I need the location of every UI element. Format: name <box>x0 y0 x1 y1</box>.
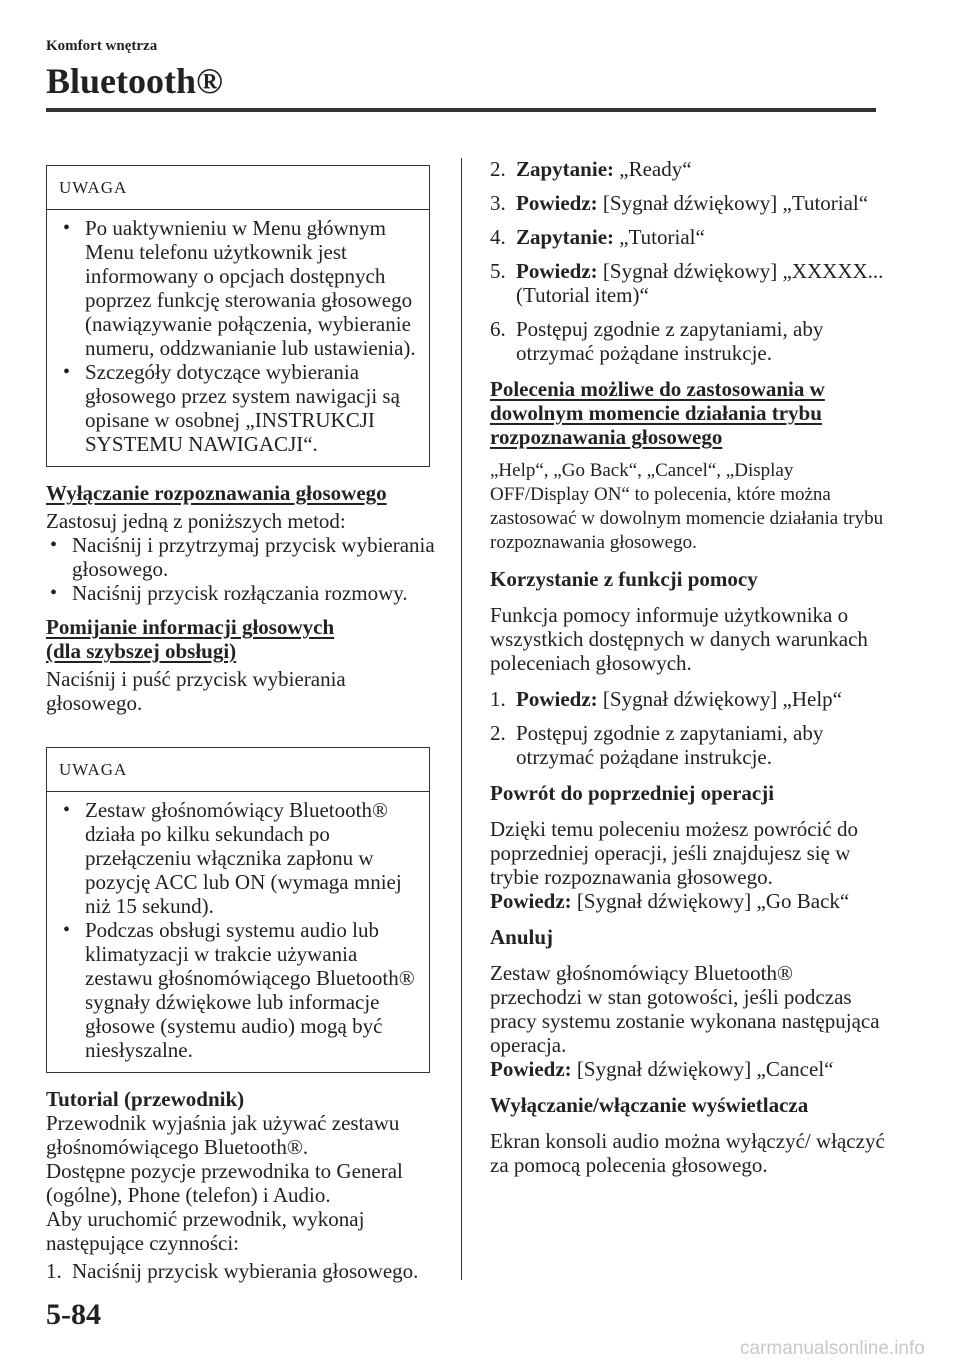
cancel-heading: Anuluj <box>490 925 554 949</box>
page-number: 5-84 <box>46 1298 101 1331</box>
skip-heading-line2: (dla szybszej obsługi) <box>46 639 237 663</box>
note-heading: UWAGA <box>47 166 429 210</box>
note-item: • Po uaktywnieniu w Menu głównym Menu telefonu użytkownik jest informowany o opcjach dostępnych poprzez funkcję sterowania głosowego (nawiązywanie połączenia, wybieranie numeru, oddzwanianie lub ustawienia). <box>59 216 419 360</box>
display-text: Ekran konsoli audio można wyłączyć/ włączyć za pomocą polecenia głosowego. <box>490 1129 885 1177</box>
step-keyword: Powiedz: <box>516 687 598 711</box>
note-item: • Szczegóły dotyczące wybierania głosowego przez system nawigacji są opisane w osobnej „INSTRUKCJI SYSTEMU NAWIGACJI“. <box>59 360 419 456</box>
commands-heading: Polecenia możliwe do zastosowania w dowolnym momencie działania trybu rozpoznawania głosowego <box>490 377 825 449</box>
tutorial-step <box>490 225 890 249</box>
column-divider <box>461 158 462 1280</box>
left-column <box>46 165 436 1283</box>
step-text: Naciśnij przycisk wybierania głosowego. <box>72 1259 419 1283</box>
note-item: • Zestaw głośnomówiący Bluetooth® działa po kilku sekundach po przełączeniu włącznika zapłonu w pozycję ACC lub ON (wymaga mniej niż 15 sekund). <box>59 798 419 918</box>
list-item: • Naciśnij i przytrzymaj przycisk wybierania głosowego. <box>46 533 436 581</box>
title-rule <box>46 108 876 112</box>
section-label: Komfort wnętrza <box>46 38 158 54</box>
tutorial-text-3: Aby uruchomić przewodnik, wykonaj następujące czynności: <box>46 1207 365 1255</box>
step-number: 3. <box>490 191 506 215</box>
step-keyword: Zapytanie: <box>516 157 615 181</box>
step-keyword: Zapytanie: <box>516 225 615 249</box>
tutorial-text-1: Przewodnik wyjaśnia jak używać zestawu głośnomówiącego Bluetooth®. <box>46 1111 400 1159</box>
page-title: Bluetooth® <box>46 61 223 101</box>
disable-voice-intro: Zastosuj jedną z poniższych metod: <box>46 509 346 533</box>
tutorial-step <box>490 157 890 181</box>
disable-voice-list <box>46 533 436 605</box>
commands-text: „Help“, „Go Back“, „Cancel“, „Display OFF/Display ON“ to polecenia, które można zastosować w dowolnym momencie działania trybu rozpoznawania głosowego. <box>490 460 884 553</box>
step-text: Postępuj zgodnie z zapytaniami, aby otrzymać pożądane instrukcje. <box>516 721 824 769</box>
right-column <box>490 157 890 1177</box>
tutorial-heading: Tutorial (przewodnik) <box>46 1087 245 1111</box>
note-item: • Podczas obsługi systemu audio lub klimatyzacji w trakcie używania zestawu głośnomówiącego Bluetooth® sygnały dźwiękowe lub informacje głosowe (systemu audio) mogą być niesłyszalne. <box>59 918 419 1062</box>
list-item: • Naciśnij przycisk rozłączania rozmowy. <box>46 581 436 605</box>
command-keyword: Powiedz: <box>490 1057 572 1081</box>
step-number: 2. <box>490 721 506 745</box>
step-number: 5. <box>490 259 506 283</box>
help-heading: Korzystanie z funkcji pomocy <box>490 567 758 591</box>
go-back-text: Dzięki temu poleceniu możesz powrócić do poprzedniej operacji, jeśli znajdujesz się w trybie rozpoznawania głosowego. <box>490 817 858 889</box>
note-heading: UWAGA <box>47 748 429 792</box>
note-box-1 <box>46 165 430 467</box>
step-text: [Sygnał dźwiękowy] „XXXXX... (Tutorial item)“ <box>516 259 884 307</box>
skip-heading-line1: Pomijanie informacji głosowych <box>46 615 335 639</box>
command-text: [Sygnał dźwiękowy] „Cancel“ <box>571 1057 834 1081</box>
step-text: „Ready“ <box>614 157 692 181</box>
step-keyword: Powiedz: <box>516 259 598 283</box>
note-box-2 <box>46 747 430 1073</box>
go-back-heading: Powrót do poprzedniej operacji <box>490 781 775 805</box>
cancel-text: Zestaw głośnomówiący Bluetooth® przechodzi w stan gotowości, jeśli podczas pracy systemu zostanie wykonana następująca operacja. <box>490 961 880 1057</box>
step-number: 1. <box>46 1259 62 1283</box>
tutorial-step <box>490 259 890 307</box>
step-number: 4. <box>490 225 506 249</box>
tutorial-step <box>490 317 890 365</box>
tutorial-step <box>46 1259 436 1283</box>
command-keyword: Powiedz: <box>490 889 572 913</box>
help-step <box>490 687 890 711</box>
step-text: [Sygnał dźwiękowy] „Help“ <box>597 687 842 711</box>
disable-voice-heading: Wyłączanie rozpoznawania głosowego <box>46 481 387 505</box>
step-number: 2. <box>490 157 506 181</box>
step-text: [Sygnał dźwiękowy] „Tutorial“ <box>597 191 869 215</box>
cancel-command <box>490 1057 890 1081</box>
help-step <box>490 721 890 769</box>
command-text: [Sygnał dźwiękowy] „Go Back“ <box>571 889 850 913</box>
step-text: Postępuj zgodnie z zapytaniami, aby otrzymać pożądane instrukcje. <box>516 317 824 365</box>
display-heading: Wyłączanie/włączanie wyświetlacza <box>490 1093 809 1117</box>
skip-info-heading <box>46 615 436 663</box>
go-back-command <box>490 889 890 913</box>
step-keyword: Powiedz: <box>516 191 598 215</box>
skip-info-text: Naciśnij i puść przycisk wybierania głosowego. <box>46 667 346 715</box>
help-text: Funkcja pomocy informuje użytkownika o wszystkich dostępnych w danych warunkach poleceniach głosowych. <box>490 603 868 675</box>
tutorial-text-2: Dostępne pozycje przewodnika to General (ogólne), Phone (telefon) i Audio. <box>46 1159 403 1207</box>
step-text: „Tutorial“ <box>614 225 705 249</box>
tutorial-step <box>490 191 890 215</box>
watermark-logo: carmanualsonline.info <box>740 1338 925 1359</box>
step-number: 1. <box>490 687 506 711</box>
step-number: 6. <box>490 317 506 341</box>
